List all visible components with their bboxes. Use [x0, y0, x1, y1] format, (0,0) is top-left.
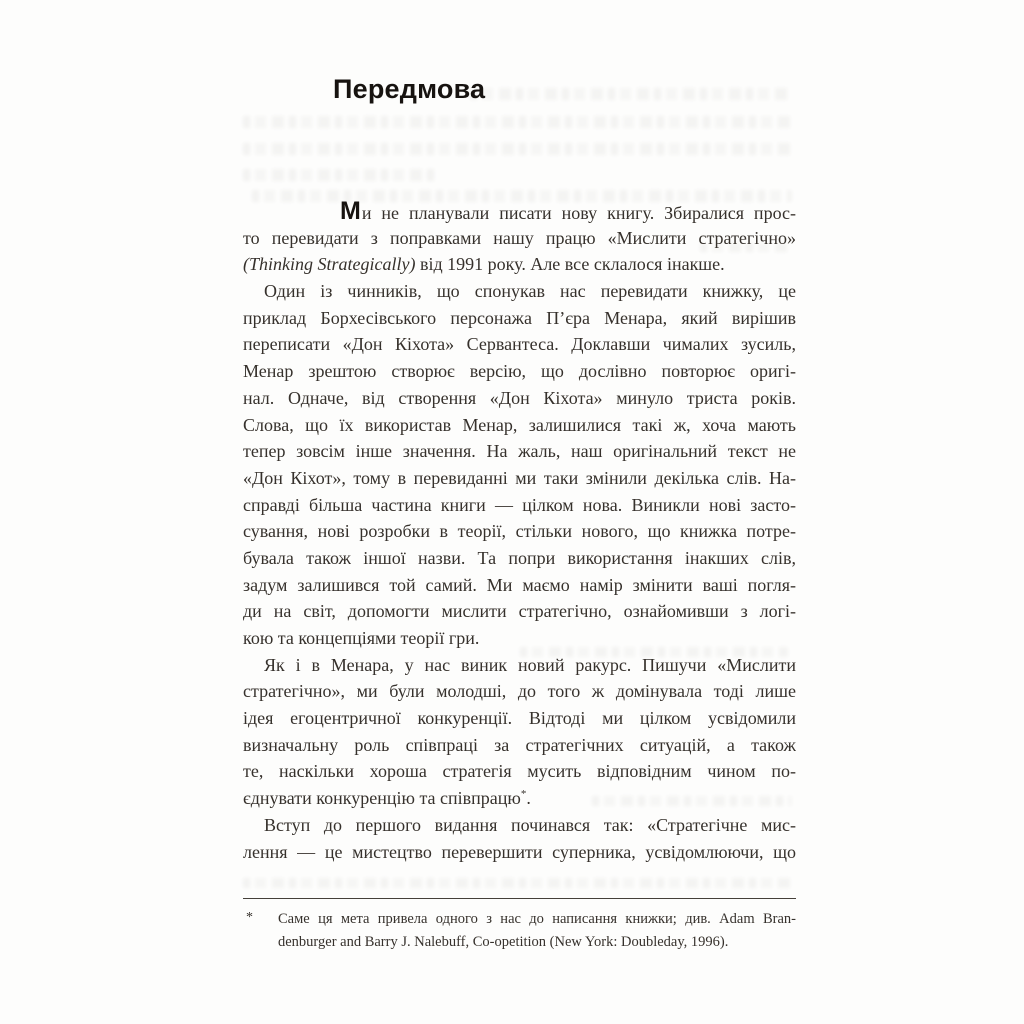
- text-line: нал. Одначе, від створення «Дон Кіхота» минуло триста років.: [243, 387, 796, 408]
- paragraph: [243, 198, 796, 278]
- text-line: тепер зовсім інше значення. На жаль, наш оригінальний текст не: [243, 441, 796, 462]
- footnote-line: denburger and Barry J. Nalebuff, Co-opetition (New York: Doubleday, 1996).: [278, 934, 729, 950]
- text-line: Менар зрештою створює версію, що дослівно повторює оригі-: [243, 361, 796, 382]
- text-line: (Thinking Strategically) від 1991 року. Але все склалося інакше.: [243, 254, 725, 275]
- text-line: задум залишився той самий. Ми маємо намір змінити ваші погля-: [243, 574, 796, 595]
- text-line: ідея егоцентричної конкуренції. Відтоді ми цілком усвідомили: [243, 708, 796, 729]
- text-line: те, наскільки хороша стратегія мусить відповідним чином по-: [243, 761, 796, 782]
- text-line: Один із чинників, що спонукав нас перевидати книжку, це: [264, 281, 796, 302]
- bleedthrough-ghost: [470, 88, 792, 100]
- text-line: «Дон Кіхот», тому в перевиданні ми таки змінили декілька слів. На-: [243, 467, 796, 488]
- text-line: визначальну роль співпраці за стратегічних ситуацій, а також: [243, 734, 796, 755]
- text-line: Ми не планували писати нову книгу. Збиралися прос-: [340, 198, 796, 225]
- bleedthrough-ghost: [243, 143, 795, 155]
- page-heading: Передмова: [333, 74, 486, 104]
- text-line: лення — це мистецтво перевершити суперника, усвідомлюючи, що: [243, 841, 796, 862]
- text-line: Слова, що їх використав Менар, залишилися такі ж, хоча мають: [243, 414, 796, 435]
- paragraph: [243, 278, 796, 652]
- footnote: [243, 898, 796, 954]
- footnote-line: Саме ця мета привела одного з нас до написання книжки; див. Adam Bran-: [278, 911, 796, 927]
- bleedthrough-ghost: [243, 878, 791, 888]
- text-line: сування, нові розробки в теорії, стільки нового, що книжка потре-: [243, 521, 796, 542]
- text-line: ди на світ, допомогти мислити стратегічно, ознайомивши з логі-: [243, 601, 796, 622]
- text-line: кою та концепціями теорії гри.: [243, 628, 480, 648]
- bleedthrough-ghost: [243, 169, 439, 181]
- paragraph: [243, 652, 796, 812]
- text-line: єднувати конкуренцію та співпрацю*.: [243, 788, 531, 809]
- body-text: [243, 198, 796, 865]
- text-line: справді більша частина книги — цілком нова. Виникли нові засто-: [243, 494, 796, 515]
- text-line: переписати «Дон Кіхота» Сервантеса. Доклавши чималих зусиль,: [243, 334, 796, 355]
- footnote-marker: *: [246, 910, 253, 925]
- paragraph: [243, 812, 796, 865]
- text-line: бувала також іншої назви. Та попри використання інакших слів,: [243, 547, 796, 568]
- text-line: Як і в Менара, у нас виник новий ракурс. Пишучи «Мислити: [264, 654, 796, 675]
- footnote-text: [278, 908, 796, 954]
- opening-initial: М: [340, 198, 361, 225]
- text-line: приклад Борхесівського персонажа П’єра Менара, який вирішив: [243, 307, 796, 328]
- bleedthrough-ghost: [243, 116, 791, 128]
- text-line: стратегічно», ми були молодші, до того ж домінувала тоді лише: [243, 681, 796, 702]
- text-line: Вступ до першого видання починався так: «Стратегічне мис-: [264, 814, 796, 835]
- text-line: то перевидати з поправками нашу працю «Мислити стратегічно»: [243, 227, 796, 248]
